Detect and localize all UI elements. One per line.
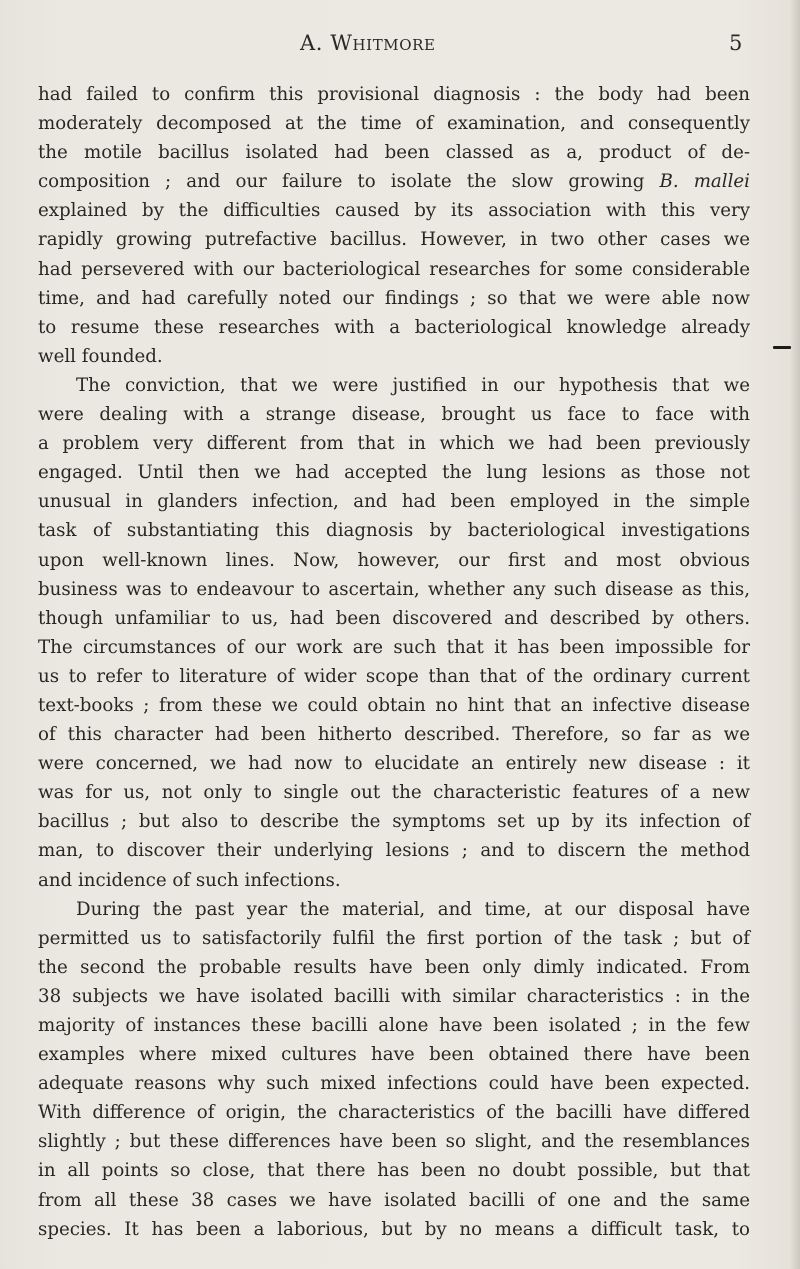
text-line: slightly ; but these differences have been so slight, and the resemblances (38, 1131, 750, 1153)
text-line: rapidly growing putrefactive bacillus. However, in two other cases we (38, 229, 750, 251)
text-line: bacillus ; but also to describe the symptoms set up by its infection of (38, 811, 750, 833)
text-line: With difference of origin, the characteristics of the bacilli have differed (38, 1102, 750, 1124)
text-line: the second the probable results have been only dimly indicated. From (38, 956, 750, 978)
text-line: were concerned, we had now to elucidate an entirely new disease : it (38, 753, 750, 775)
running-head-title: A. Whitmore (300, 31, 436, 55)
page-number: 5 (729, 31, 743, 55)
text-line: was for us, not only to single out the characteristic features of a new (38, 782, 750, 804)
text-line: examples where mixed cultures have been obtained there have been (38, 1044, 750, 1066)
text-line: us to refer to literature of wider scope than that of the ordinary current (38, 665, 750, 687)
text-line: unusual in glanders infection, and had been employed in the simple (38, 491, 750, 513)
page-edge-shadow (790, 0, 800, 1269)
paragraph-2 (38, 371, 750, 895)
paragraph-1 (38, 80, 750, 371)
text-line: composition ; and our failure to isolate the slow growing B. mallei (38, 171, 750, 193)
text-line: species. It has been a laborious, but by no means a difficult task, to (38, 1218, 750, 1240)
text-line: explained by the difficulties caused by its association with this very (38, 200, 750, 222)
text-line: 38 subjects we have isolated bacilli with similar characteristics : in the (38, 985, 750, 1007)
text-line: task of substantiating this diagnosis by bacteriological investigations (38, 520, 750, 542)
text-line: well founded. (38, 345, 163, 367)
text-line: majority of instances these bacilli alone have been isolated ; in the few (38, 1015, 750, 1036)
text-line: had persevered with our bacteriological researches for some considerable (38, 258, 750, 280)
text-line: time, and had carefully noted our findings ; so that we were able now (38, 287, 750, 309)
body-text (38, 80, 750, 1244)
text-line: the motile bacillus isolated had been classed as a, product of de- (38, 142, 750, 164)
paragraph-3 (38, 895, 750, 1244)
text-line: though unfamiliar to us, had been discovered and described by others. (38, 607, 750, 629)
text-line: had failed to confirm this provisional diagnosis : the body had been (38, 84, 750, 105)
text-line: The circumstances of our work are such that it has been impossible for (38, 636, 750, 658)
text-line: a problem very different from that in which we had been previously (38, 433, 750, 455)
text-line: text-books ; from these we could obtain no hint that an infective disease (38, 694, 750, 716)
text-line: During the past year the material, and time, at our disposal have (76, 898, 750, 920)
text-line: from all these 38 cases we have isolated bacilli of one and the same (38, 1189, 750, 1211)
text-line: permitted us to satisfactorily fulfil the first portion of the task ; but of (38, 927, 750, 949)
text-line: moderately decomposed at the time of examination, and consequently (38, 113, 750, 135)
text-line: man, to discover their underlying lesions ; and to discern the method (38, 840, 750, 862)
text-line: business was to endeavour to ascertain, whether any such disease as this, (38, 578, 750, 600)
text-line: engaged. Until then we had accepted the lung lesions as those not (38, 462, 750, 484)
text-line: were dealing with a strange disease, brought us face to face with (38, 404, 750, 426)
text-line: adequate reasons why such mixed infections could have been expected. (38, 1073, 750, 1095)
running-head (0, 31, 800, 61)
text-line: of this character had been hitherto described. Therefore, so far as we (38, 724, 750, 746)
text-line: to resume these researches with a bacteriological knowledge already (38, 316, 750, 338)
species-name: B. mallei (659, 171, 750, 193)
text-line: The conviction, that we were justified in our hypothesis that we (76, 374, 750, 396)
text-line: in all points so close, that there has been no doubt possible, but that (38, 1160, 750, 1182)
text-line: and incidence of such infections. (38, 869, 341, 891)
text-line: upon well-known lines. Now, however, our first and most obvious (38, 549, 750, 571)
margin-dash-mark (773, 346, 791, 349)
